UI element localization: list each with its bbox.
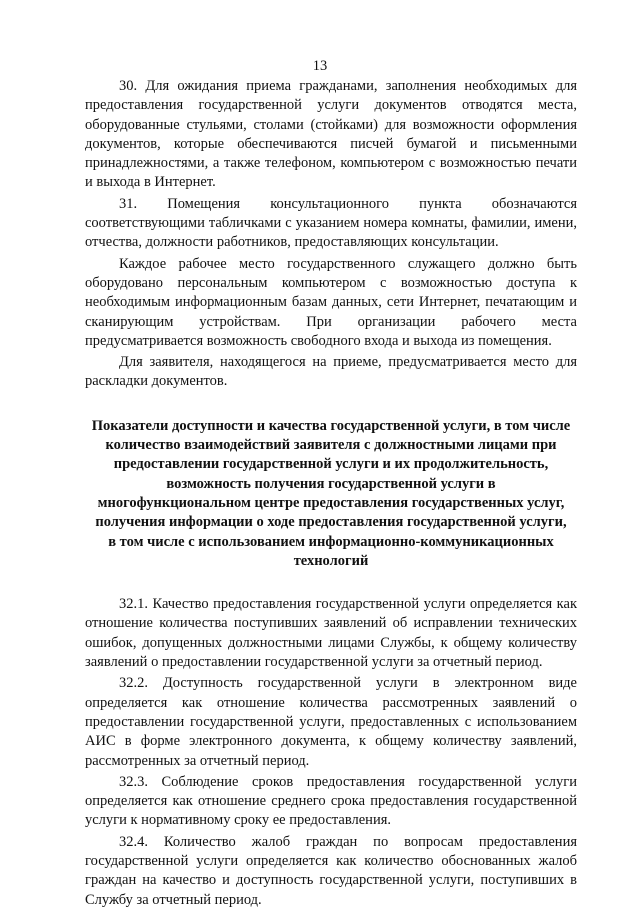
paragraph-32-2: 32.2. Доступность государственной услуги в электронном виде определяется как отношение количества рассмотренных заявлений о предоставлении государственной услуги, предоставленных с использованием АИС в форме электронного документа, к общему количеству заявлений, рассмотренных за отчетный период. [85,675,577,769]
page-number: 13 [312,58,328,74]
section-heading: Показатели доступности и качества государственной услуги, в том числе количество взаимодействий заявителя с должностными лицами при предоставлении государственной услуги и их продолжительность, возможность получения государственной услуги в многофункциональном центре предоставления государственных услуг, получения информации о ходе предоставления государственной услуги, в том числе с использованием информационно-коммуникационных технологий [91,417,571,569]
paragraph-32-1: 32.1. Качество предоставления государственной услуги определяется как отношение количества поступивших заявлений об исправлении технических ошибок, допущенных должностными лицами Службы, к общему количеству заявлений о предоставлении государственной услуги за отчетный период. [85,596,577,671]
paragraph-workplace: Каждое рабочее место государственного служащего должно быть оборудовано персональным компьютером с возможностью доступа к необходимым информационным базам данных, сети Интернет, печатающим и сканирующим устройствам. При организации рабочего места предусматривается возможность свободного входа и выхода из помещения. [85,255,577,349]
paragraph-applicant-place: Для заявителя, находящегося на приеме, предусматривается место для раскладки документов. [85,354,577,390]
paragraph-30: 30. Для ожидания приема гражданами, заполнения необходимых для предоставления государственной услуги документов отводятся места, оборудованные стульями, столами (стойками) для возможности оформления документов, которые обеспечиваются писчей бумагой и письменными принадлежностями, а также телефоном, компьютером с возможностью печати и выхода в Интернет. [85,78,577,191]
paragraph-32-3: 32.3. Соблюдение сроков предоставления государственной услуги определяется как отношение среднего срока предоставления государственной услуги к нормативному сроку ее предоставления. [85,773,577,829]
paragraph-32-4: 32.4. Количество жалоб граждан по вопросам предоставления государственной услуги определяется как количество обоснованных жалоб граждан на качество и доступность государственной услуги, поступивших в Службу за отчетный период. [85,833,577,908]
paragraph-31: 31. Помещения консультационного пункта обозначаются соответствующими табличками с указанием номера комнаты, фамилии, имени, отчества, должности работников, предоставляющих консультации. [85,195,577,251]
document-body [85,77,577,912]
